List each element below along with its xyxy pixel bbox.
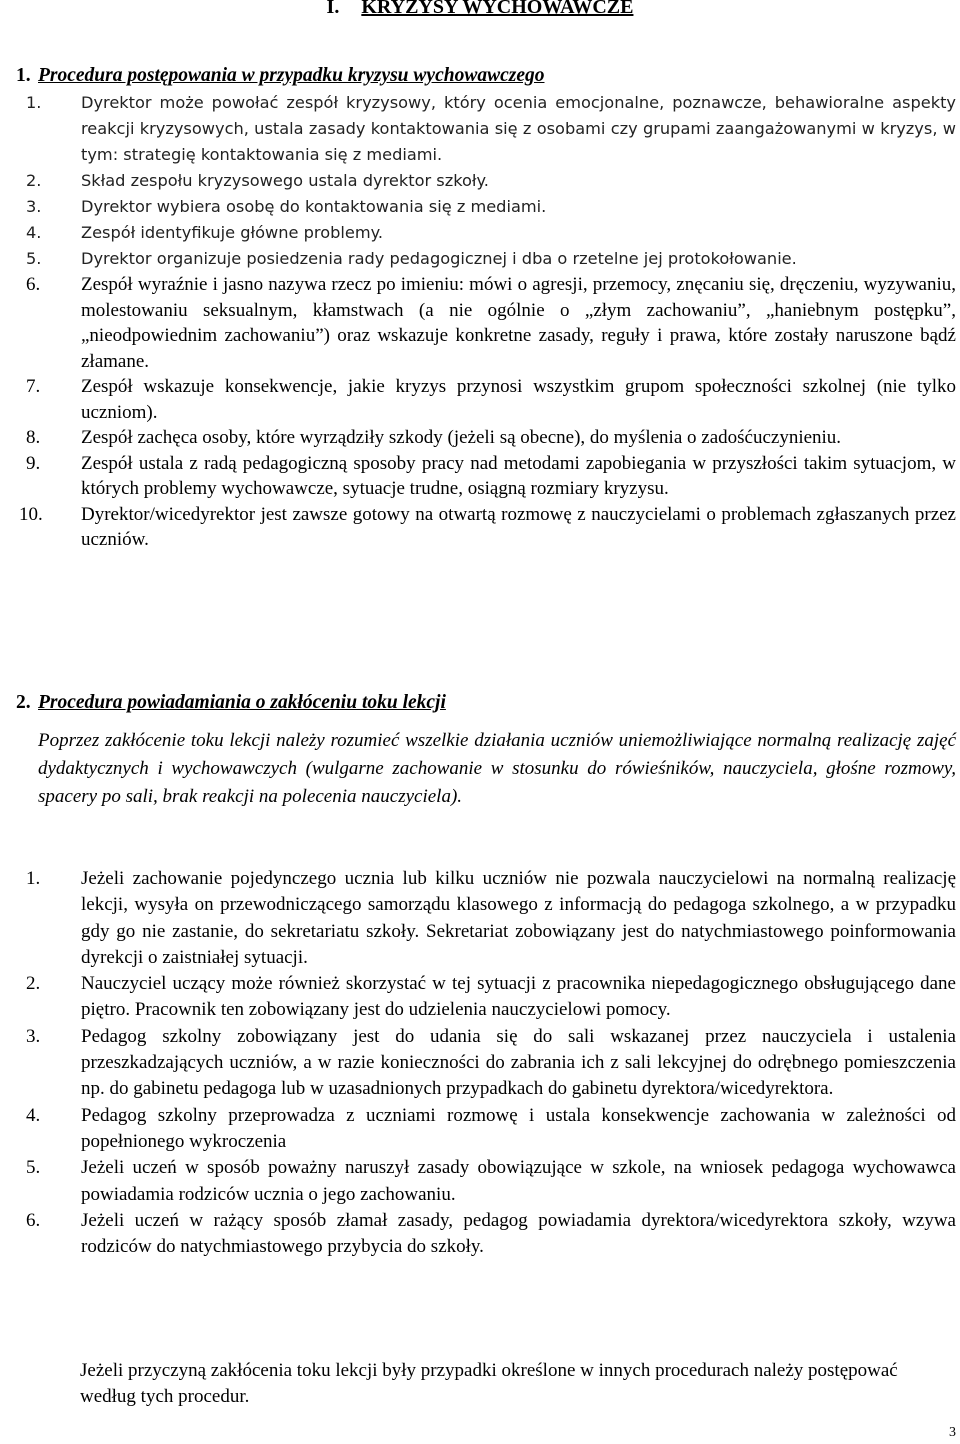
chapter-number: I.	[326, 0, 340, 18]
list-item	[0, 90, 960, 168]
section-2-number: 2.	[16, 692, 31, 713]
item-number: 1.	[26, 868, 41, 889]
section-2-heading	[16, 690, 446, 716]
section-1-heading	[16, 63, 544, 89]
section-2-intro: Poprzez zakłócenie toku lekcji należy rozumieć wszelkie działania uczniów uniemożliwiające normalną realizację zajęć dydaktycznych i wychowawczych (wulgarne zachowanie w stosunku do rówieśników, nauczyciela, głośne rozmowy, spacery po sali, brak reakcji na polecenia nauczyciela).	[38, 730, 956, 807]
item-text: Skład zespołu kryzysowego ustala dyrektor szkoły.	[81, 171, 489, 190]
item-number: 6.	[26, 274, 41, 295]
item-text: Dyrektor/wicedyrektor jest zawsze gotowy na otwartą rozmowę z nauczycielami o problemach zgłaszanych przez uczniów.	[81, 503, 956, 550]
list-item	[0, 168, 960, 194]
item-text: Nauczyciel uczący może również skorzystać w tej sytuacji z pracownika niepedagogicznego obsługującego dane piętro. Pracownik ten zobowiązany jest do udzielenia nauczycielowi pomocy.	[81, 973, 956, 1021]
chapter-heading	[0, 0, 960, 20]
item-number: 4.	[26, 1104, 41, 1126]
list-item	[0, 425, 960, 451]
item-number: 3.	[26, 197, 42, 216]
item-text: Dyrektor organizuje posiedzenia rady pedagogicznej i dba o rzetelne jej protokołowanie.	[81, 249, 797, 268]
item-text: Jeżeli uczeń w rażący sposób złamał zasady, pedagog powiadamia dyrektora/wicedyrektora szkoły, wzywa rodziców do natychmiastowego przybycia do szkoły.	[81, 1209, 956, 1258]
chapter-title: KRYZYSY WYCHOWAWCZE	[361, 0, 634, 18]
item-number: 9.	[26, 452, 41, 474]
section-2-list	[0, 866, 960, 1260]
list-item	[0, 502, 960, 553]
item-text: Zespół zachęca osoby, które wyrządziły szkody (jeżeli są obecne), do myślenia o zadośćuczynieniu.	[81, 427, 842, 448]
list-item	[0, 971, 960, 1024]
section-1-number: 1.	[16, 65, 31, 86]
list-item	[0, 1155, 960, 1208]
list-item	[0, 374, 960, 425]
list-item	[0, 1103, 960, 1156]
item-text: Jeżeli uczeń w sposób poważny naruszył zasady obowiązujące w szkole, na wniosek pedagoga wychowawca powiadamia rodziców ucznia o jego zachowaniu.	[81, 1157, 956, 1205]
item-text: Pedagog szkolny przeprowadza z uczniami rozmowę i ustala konsekwencje zachowania w zależności od popełnionego wykroczenia	[81, 1104, 956, 1152]
list-item	[0, 194, 960, 220]
item-text: Dyrektor może powołać zespół kryzysowy, który ocenia emocjonalne, poznawcze, behawioralne aspekty reakcji kryzysowych, ustala zasady kontaktowania się z osobami czy grupami zaangażowanymi w kryzys, w tym: strategię kontaktowania się z mediami.	[81, 93, 956, 164]
list-item	[0, 451, 960, 502]
item-number: 10.	[19, 503, 43, 525]
list-item	[0, 1208, 960, 1261]
list-item	[0, 246, 960, 272]
item-text: Zespół ustala z radą pedagogiczną sposoby pracy nad metodami zapobiegania w przyszłości takim sytuacjom, w których problemy wychowawcze, sytuacje trudne, osiągną rozmiary kryzysu.	[81, 452, 956, 499]
item-number: 3.	[26, 1025, 41, 1047]
list-item	[0, 1024, 960, 1103]
item-text: Zespół identyfikuje główne problemy.	[81, 223, 384, 242]
list-item	[0, 866, 960, 971]
item-text: Dyrektor wybiera osobę do kontaktowania się z mediami.	[81, 197, 547, 216]
page-number: 3	[949, 1425, 956, 1440]
item-number: 4.	[26, 223, 42, 242]
item-text: Zespół wyraźnie i jasno nazywa rzecz po imieniu: mówi o agresji, przemocy, znęcaniu się, dręczeniu, wyzywaniu, molestowaniu seksualnym, kłamstwach (a nie ogólnie o „złym zachowaniu”, „haniebnym postępku”, „nieodpowiednim zachowaniu”) oraz wskazuje konkretne zasady, reguły i prawa, które zostały naruszone bądź złamane.	[81, 274, 956, 372]
closing-note: Jeżeli przyczyną zakłócenia toku lekcji były przypadki określone w innych procedurach należy postępować według tych procedur.	[80, 1360, 898, 1407]
list-item	[0, 220, 960, 246]
section-2-title: Procedura powiadamiania o zakłóceniu toku lekcji	[38, 692, 446, 713]
item-number: 5.	[26, 249, 42, 268]
item-number: 2.	[26, 973, 41, 995]
item-number: 7.	[26, 376, 41, 397]
item-text: Pedagog szkolny zobowiązany jest do udania się do sali wskazanej przez nauczyciela i ustalenia przeszkadzających uczniów, a w razie konieczności do zabrania ich z sali lekcyjnej do odrębnego pomieszczenia np. do gabinetu pedagoga lub w uzasadnionych przypadkach do gabinetu dyrektora/wicedyrektora.	[81, 1025, 956, 1100]
item-number: 5.	[26, 1157, 41, 1179]
item-number: 1.	[26, 93, 42, 112]
item-text: Zespół wskazuje konsekwencje, jakie kryzys przynosi wszystkim grupom społeczności szkolnej (nie tylko uczniom).	[81, 376, 956, 423]
item-number: 8.	[26, 427, 41, 448]
item-number: 6.	[26, 1209, 41, 1231]
section-1-list	[0, 90, 960, 553]
item-number: 2.	[26, 171, 42, 190]
section-1-title: Procedura postępowania w przypadku kryzysu wychowawczego	[38, 65, 545, 86]
list-item	[0, 272, 960, 374]
item-text: Jeżeli zachowanie pojedynczego ucznia lub kilku uczniów nie pozwala nauczycielowi na normalną realizację lekcji, wysyła on przewodniczącego samorządu klasowego z informacją do pedagoga szkolnego, a w przypadku gdy go nie zastanie, do sekretariatu szkoły. Sekretariat zobowiązany jest do natychmiastowego poinformowania dyrekcji o zaistniałej sytuacji.	[81, 868, 956, 968]
